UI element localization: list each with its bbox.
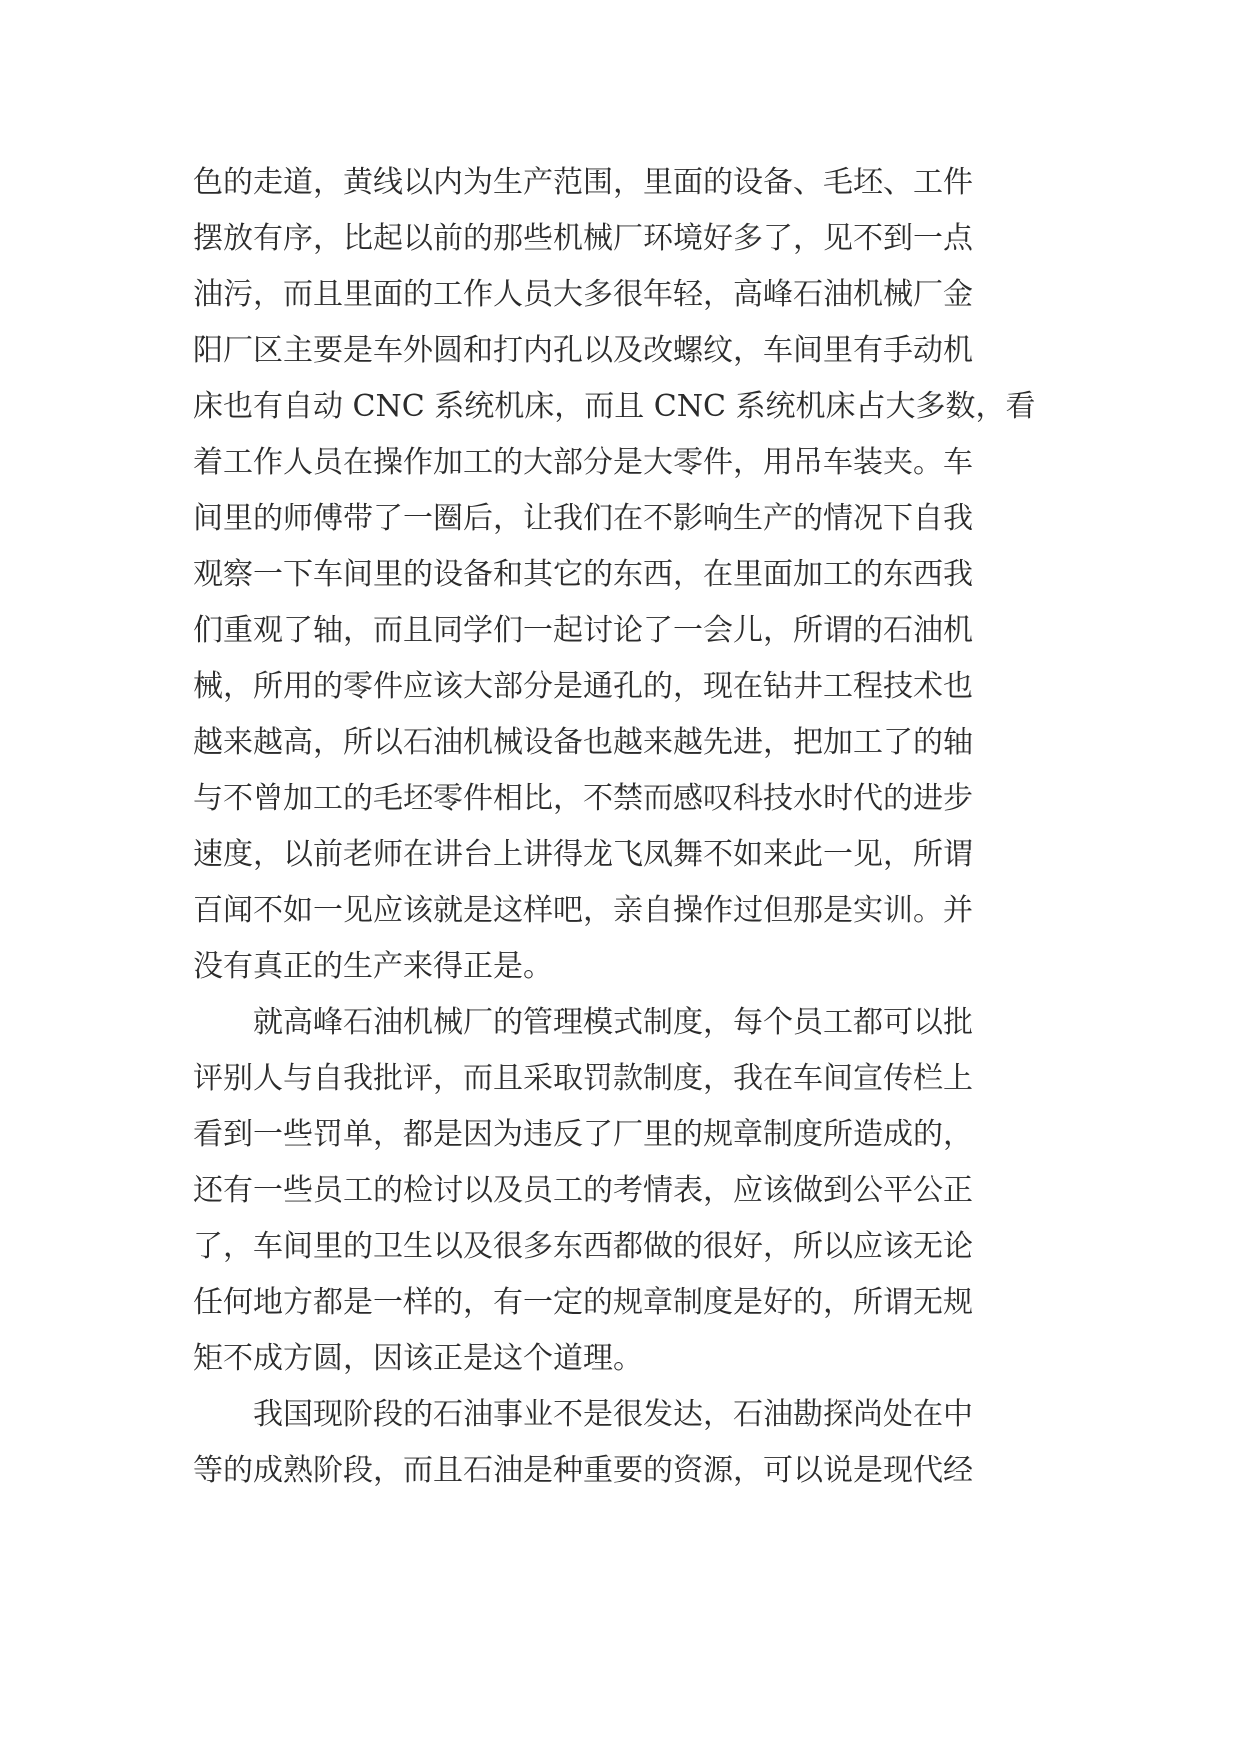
- text-line: 越来越高，所以石油机械设备也越来越先进，把加工了的轴: [193, 725, 973, 760]
- text-line: 与不曾加工的毛坯零件相比，不禁而感叹科技水时代的进步: [193, 781, 973, 816]
- text-line: 任何地方都是一样的，有一定的规章制度是好的，所谓无规: [193, 1285, 973, 1320]
- text-line: 矩不成方圆，因该正是这个道理。: [193, 1341, 643, 1376]
- text-line: 了，车间里的卫生以及很多东西都做的很好，所以应该无论: [193, 1229, 973, 1264]
- paragraph-start-line: 就高峰石油机械厂的管理模式制度，每个员工都可以批: [193, 1005, 973, 1040]
- text-line: 阳厂区主要是车外圆和打内孔以及改螺纹，车间里有手动机: [193, 333, 973, 368]
- text-line: 没有真正的生产来得正是。: [193, 949, 553, 984]
- text-line: 械，所用的零件应该大部分是通孔的，现在钻井工程技术也: [193, 669, 973, 704]
- paragraph-start-line: 我国现阶段的石油事业不是很发达，石油勘探尚处在中: [193, 1397, 973, 1432]
- text-line: 观察一下车间里的设备和其它的东西，在里面加工的东西我: [193, 557, 973, 592]
- text-line: 着工作人员在操作加工的大部分是大零件，用吊车装夹。车: [193, 445, 973, 480]
- text-line: 摆放有序，比起以前的那些机械厂环境好多了，见不到一点: [193, 221, 973, 256]
- text-line: 评别人与自我批评，而且采取罚款制度，我在车间宣传栏上: [193, 1061, 973, 1096]
- document-body: [193, 155, 1073, 1499]
- text-line: 速度，以前老师在讲台上讲得龙飞凤舞不如来此一见，所谓: [193, 837, 973, 872]
- text-line: 间里的师傅带了一圈后，让我们在不影响生产的情况下自我: [193, 501, 973, 536]
- text-line: 床也有自动 CNC 系统机床，而且 CNC 系统机床占大多数，看: [193, 389, 1036, 424]
- text-line: 们重观了轴，而且同学们一起讨论了一会儿，所谓的石油机: [193, 613, 973, 648]
- text-line: 等的成熟阶段，而且石油是种重要的资源，可以说是现代经: [193, 1453, 973, 1488]
- text-line: 看到一些罚单，都是因为违反了厂里的规章制度所造成的，: [193, 1117, 973, 1152]
- text-line: 油污，而且里面的工作人员大多很年轻，高峰石油机械厂金: [193, 277, 973, 312]
- text-line: 还有一些员工的检讨以及员工的考情表，应该做到公平公正: [193, 1173, 973, 1208]
- text-line: 色的走道，黄线以内为生产范围，里面的设备、毛坯、工件: [193, 165, 973, 200]
- text-line: 百闻不如一见应该就是这样吧，亲自操作过但那是实训。并: [193, 893, 973, 928]
